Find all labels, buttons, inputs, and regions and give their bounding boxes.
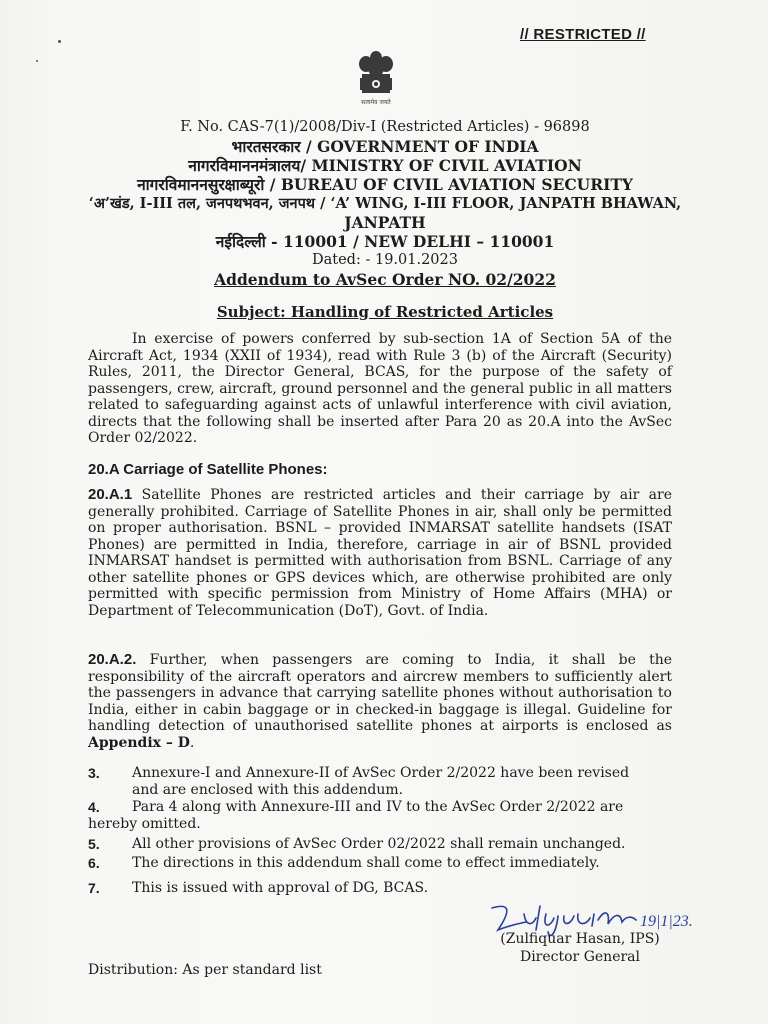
list-item-text: This is issued with approval of DG, BCAS.	[132, 880, 429, 896]
signatory-block	[490, 930, 670, 966]
signature-date: 19|1|23.	[640, 913, 693, 930]
list-item-text-continued: and are enclosed with this addendum.	[132, 781, 404, 798]
list-item-number: 7.	[88, 880, 100, 896]
paragraph-20a2-end: .	[189, 734, 195, 751]
dated-line: Dated: - 19.01.2023	[312, 252, 458, 268]
ministry-hindi: नागरविमाननमंत्रालय/	[188, 156, 312, 175]
bureau-line	[60, 175, 710, 194]
paragraph-20a2-text: Further, when passengers are coming to India, it shall be the responsibility of the aircraft operators and aircrew members to sufficiently alert the passengers in advance that carrying satellite phones without authorisation to India, either in cabin baggage or in checked-in baggage is illegal. Guideline for handling detection of unauthorised satellite phones at airports is enclosed as	[88, 652, 672, 734]
letterhead	[60, 118, 710, 289]
govt-english: GOVERNMENT OF INDIA	[317, 137, 539, 156]
scan-speck	[58, 40, 61, 43]
list-item	[88, 799, 678, 832]
paragraph-20a2-number: 20.A.2.	[88, 651, 137, 668]
city-line	[60, 232, 710, 251]
paragraph-20a1-number: 20.A.1	[88, 486, 133, 503]
emblem-caption: सत्यमेव जयते	[361, 99, 391, 106]
address-english: ‘A’ WING, I-III FLOOR, JANPATH BHAWAN,	[330, 195, 682, 212]
bureau-hindi: नागरविमाननसुरक्षाब्यूरो /	[137, 175, 281, 194]
intro-paragraph: In exercise of powers conferred by sub-section 1A of Section 5A of the Aircraft Act, 1934 (XXII of 1934), read with Rule 3 (b) of the Aircraft (Security) Rules, 2011, the Director General, BCAS, for the purpose of the safety of passengers, crew, aircraft, ground personnel and the general public in all matters related to safeguarding against acts of unlawful interference with civil aviation, directs that the following shall be inserted after Para 20 as 20.A into the AvSec Order 02/2022.	[88, 331, 672, 446]
file-number: F. No. CAS-7(1)/2008/Div-I (Restricted Articles) - 96898	[180, 119, 590, 135]
bureau-english: BUREAU OF CIVIL AVIATION SECURITY	[280, 175, 633, 194]
list-item-text: Annexure-I and Annexure-II of AvSec Order 2/2022 have been revised	[132, 765, 630, 781]
list-item	[88, 836, 678, 853]
national-emblem-icon	[346, 48, 406, 110]
address-line-2: JANPATH	[344, 213, 426, 232]
govt-hindi: भारतसरकार /	[231, 137, 318, 156]
ministry-line	[60, 156, 710, 175]
signatory-title: Director General	[519, 949, 640, 965]
appendix-reference: Appendix – D	[88, 734, 190, 751]
govt-line	[60, 137, 710, 156]
list-item	[88, 880, 678, 897]
list-item-number: 5.	[88, 836, 100, 852]
addendum-title: Addendum to AvSec Order NO. 02/2022	[214, 270, 556, 289]
paragraph-20a1-text: Satellite Phones are restricted articles and their carriage by air are generally prohibited. Carriage of Satellite Phones in air, shall only be permitted on proper authorisation. BSNL – provided INMARSAT satellite handsets (ISAT Phones) are permitted in India, therefore, carriage in air of BSNL provided INMARSAT handset is permitted with authorisation from BSNL. Carriage of any other satellite phones or GPS devices which, are otherwise prohibited are only permitted with specific permission from Ministry of Home Affairs (MHA) or Department of Telecommunication (DoT), Govt. of India.	[88, 487, 672, 619]
list-item-number: 4.	[88, 799, 100, 815]
list-item-text: All other provisions of AvSec Order 02/2022 shall remain unchanged.	[132, 836, 626, 852]
subject-line: Subject: Handling of Restricted Articles	[216, 303, 554, 321]
distribution-line: Distribution: As per standard list	[88, 962, 322, 978]
section-heading-20a: 20.A Carriage of Satellite Phones:	[88, 461, 328, 478]
list-item	[88, 855, 678, 872]
address-line	[60, 194, 710, 213]
scan-speck	[36, 60, 38, 62]
paragraph-20a1	[88, 487, 672, 619]
paragraph-20a2	[88, 652, 672, 751]
list-item	[88, 765, 678, 798]
list-item-number: 6.	[88, 855, 100, 871]
restricted-marking: // RESTRICTED //	[520, 26, 646, 43]
list-item-text: The directions in this addendum shall come to effect immediately.	[132, 855, 600, 871]
ministry-english: MINISTRY OF CIVIL AVIATION	[311, 156, 582, 175]
signatory-name: (Zulfiquar Hasan, IPS)	[500, 931, 660, 947]
address-hindi: ‘अ’खंड, I-III तल, जनपथभवन, जनपथ /	[88, 195, 331, 212]
city-hindi: नईदिल्ली - 110001 /	[215, 232, 365, 251]
list-item-number: 3.	[88, 765, 100, 781]
list-item-text: Para 4 along with Annexure-III and IV to the AvSec Order 2/2022 are	[132, 799, 624, 815]
list-item-text-continued: hereby omitted.	[88, 815, 201, 832]
city-english: NEW DELHI – 110001	[364, 232, 555, 251]
